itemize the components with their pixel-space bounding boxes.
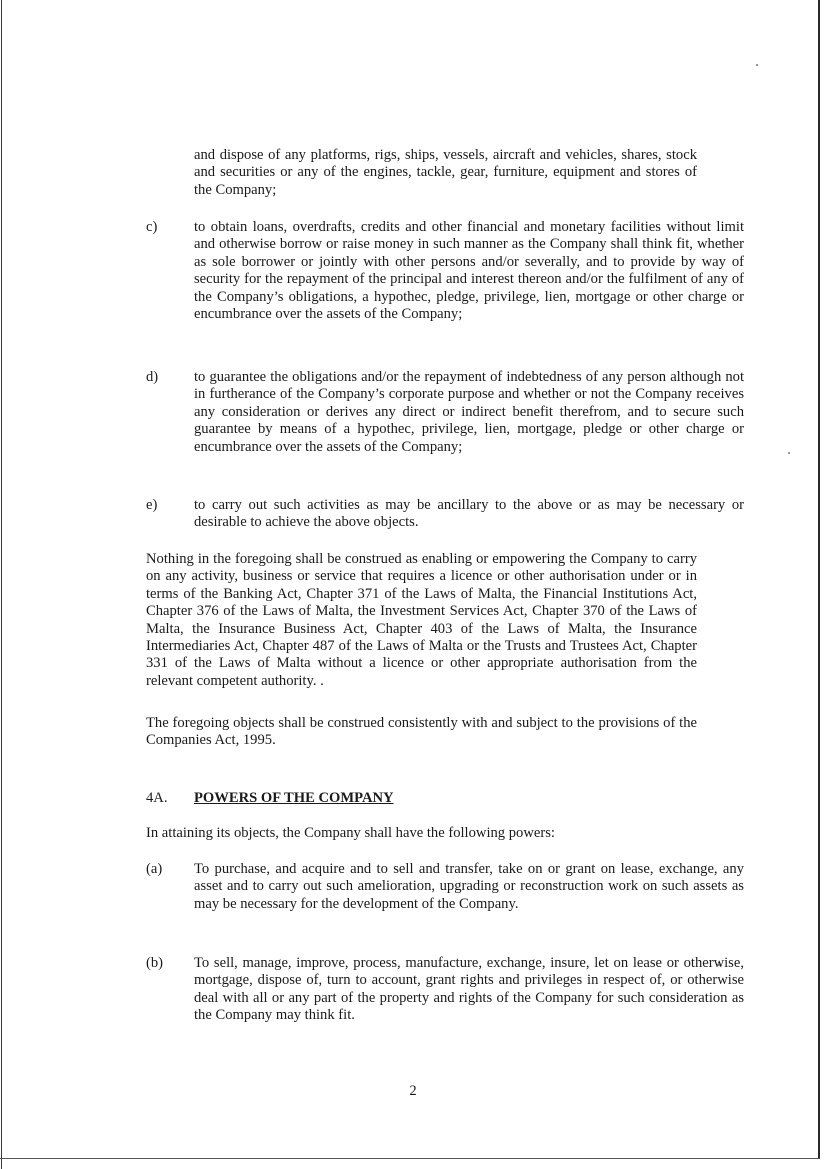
clause-label: d)	[146, 369, 159, 385]
page-number: 2	[409, 1083, 417, 1099]
power-label: (a)	[146, 861, 163, 877]
scan-speck	[788, 452, 790, 454]
intro-continuation-paragraph: and dispose of any platforms, rigs, ships, vessels, aircraft and vehicles, shares, stock and securities or any of the engines, tackle, gear, furniture, equipment and stores of the Company;	[194, 147, 697, 198]
scan-edge-right	[818, 0, 820, 1158]
power-text: To purchase, and acquire and to sell and transfer, take on or grant on lease, exchange, any asset and to carry out such amelioration, upgrading or reconstruction work on such assets as may be necessary for the development of the Company.	[194, 861, 744, 912]
scan-speck	[756, 64, 758, 66]
clause-text: to obtain loans, overdrafts, credits and other financial and monetary facilities without limit and otherwise borrow or raise money in such manner as the Company shall think fit, whether as sole borrower or jointly with other persons and/or severally, and to provide by way of security for the repayment of the principal and interest thereon and/or the fulfilment of any of the Company’s obligations, a hypothec, pledge, privilege, lien, mortgage or other charge or encumbrance over the assets of the Company;	[194, 219, 744, 323]
licence-paragraph: Nothing in the foregoing shall be construed as enabling or empowering the Company to carry on any activity, business or service that requires a licence or other authorisation under or in terms of the Banking Act, Chapter 371 of the Laws of Malta, the Financial Institutions Act, Chapter 376 of the Laws of Malta, the Investment Services Act, Chapter 370 of the Laws of Malta, the Insurance Business Act, Chapter 403 of the Laws of Malta, the Insurance Intermediaries Act, Chapter 487 of the Laws of Malta or the Trusts and Trustees Act, Chapter 331 of the Laws of Malta without a licence or other appropriate authorisation from the relevant competent authority. .	[146, 551, 697, 689]
section-title: POWERS OF THE COMPANY	[194, 790, 394, 806]
clause-text: to guarantee the obligations and/or the repayment of indebtedness of any person although not in furtherance of the Company’s corporate purpose and whether or not the Company receives any consideration or derives any direct or indirect benefit therefrom, and to secure such guarantee by means of a hypothec, privilege, lien, mortgage, pledge or other charge or encumbrance over the assets of the Company;	[194, 369, 744, 455]
power-text: To sell, manage, improve, process, manufacture, exchange, insure, let on lease or otherwise, mortgage, dispose of, turn to account, grant rights and privileges in respect of, or otherwise deal with all or any part of the property and rights of the Company for such consideration as the Company may think fit.	[194, 955, 744, 1024]
construed-paragraph: The foregoing objects shall be construed consistently with and subject to the provisions of the Companies Act, 1995.	[146, 715, 697, 749]
clause-label: c)	[146, 219, 158, 235]
powers-intro: In attaining its objects, the Company shall have the following powers:	[146, 825, 555, 841]
power-label: (b)	[146, 955, 164, 971]
scan-edge-bottom	[0, 1158, 820, 1159]
section-number: 4A.	[146, 790, 168, 806]
scan-edge-left	[1, 0, 2, 1169]
clause-label: e)	[146, 497, 158, 513]
clause-text: to carry out such activities as may be ancillary to the above or as may be necessary or desirable to achieve the above objects.	[194, 497, 744, 531]
